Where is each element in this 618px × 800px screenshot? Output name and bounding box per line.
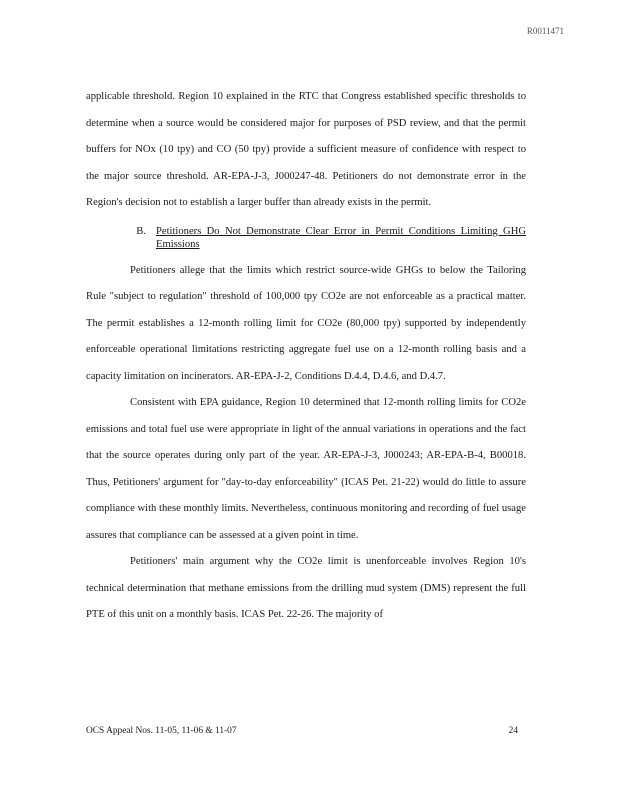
paragraph-3: Consistent with EPA guidance, Region 10 determined that 12-month rolling limits for CO2e emissions and total fuel use were appropriate in light of the annual variations in operations and the fact that the source operates during only part of the year. AR-EPA-J-3, J000243; AR-EPA-B-4, B00018. Thus, Petitioners' argument for "day-to-day enforceability" (ICAS Pet. 21-22) would do little to assure compliance with these monthly limits. Nevertheless, continuous monitoring and recording of fuel usage assures that compliance can be assessed at a given point in time. [86,397,526,541]
paragraph-1: applicable threshold. Region 10 explained in the RTC that Congress established specific thresholds to determine when a source would be considered major for purposes of PSD review, and that the permit buffers for NOx (10 tpy) and CO (50 tpy) provide a sufficient measure of confidence with respect to the major source threshold. AR-EPA-J-3, J000247-48. Petitioners do not demonstrate error in the Region's decision not to establish a larger buffer than already exists in the permit. [86,91,526,208]
footer-appeal-numbers: OCS Appeal Nos. 11-05, 11-06 & 11-07 [86,726,237,736]
document-body [86,84,526,629]
page-footer [86,726,518,736]
paragraph-4: Petitioners' main argument why the CO2e limit is unenforceable involves Region 10's technical determination that methane emissions from the drilling mud system (DMS) represent the full PTE of this unit on a monthly basis. ICAS Pet. 22-26. The majority of [86,556,526,620]
heading-text: Petitioners Do Not Demonstrate Clear Error in Permit Conditions Limiting GHG Emissions [156,225,526,250]
page-identifier: R0011471 [526,26,564,36]
heading-letter: B. [136,225,146,237]
section-heading [86,219,526,258]
footer-page-number: 24 [508,726,518,736]
paragraph-2: Petitioners allege that the limits which restrict source-wide GHGs to below the Tailoring Rule "subject to regulation" threshold of 100,000 tpy CO2e are not enforceable as a practical matter. The permit establishes a 12-month rolling limit for CO2e (80,000 tpy) supported by independently enforceable operational limitations restricting aggregate fuel use on a 12-month rolling basis and a capacity limitation on incinerators. AR-EPA-J-2, Conditions D.4.4, D.4.6, and D.4.7. [86,264,526,382]
